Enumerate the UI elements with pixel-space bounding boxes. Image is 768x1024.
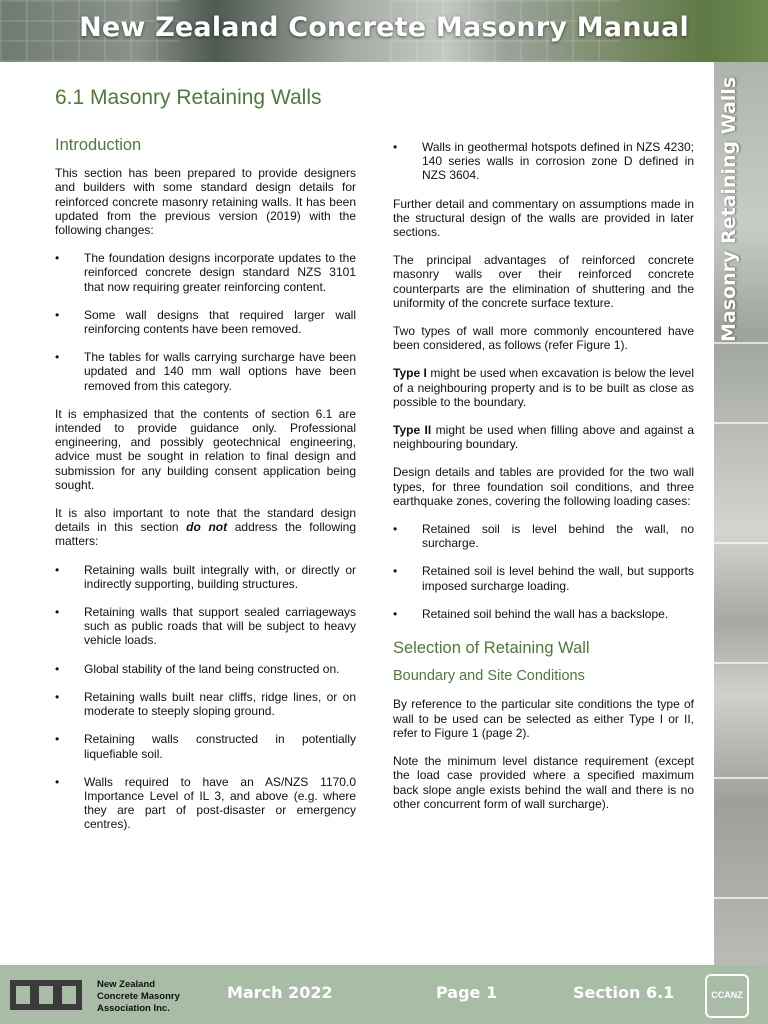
side-label: Masonry Retaining Walls bbox=[718, 76, 740, 342]
type-one-paragraph: Type I might be used when excavation is below the level of a neighbouring property and is to be built as close as possible to the boundary. bbox=[393, 366, 694, 409]
changes-list bbox=[55, 251, 356, 393]
list-item: • Global stability of the land being constructed on. bbox=[55, 661, 340, 676]
advantages-paragraph: The principal advantages of reinforced concrete masonry walls over their reinforced concrete counterparts are the elimination of shuttering and the uniformity of the concrete surface texture. bbox=[393, 253, 694, 310]
section-title: 6.1 Masonry Retaining Walls bbox=[55, 86, 322, 109]
ccanz-badge: CCANZ bbox=[705, 974, 749, 1018]
emphasis-paragraph: It is emphasized that the contents of section 6.1 are intended to provide guidance only. Professional engineering, and possibly geotechnical engineering, advice must be sought in relation to final design and submission for any building consent application being sought. bbox=[55, 406, 356, 492]
list-item: • Walls in geothermal hotspots defined in NZS 4230; 140 series walls in corrosion zone D defined in NZS 3604. bbox=[393, 140, 694, 183]
wall-types-paragraph: Two types of wall more commonly encountered have been considered, as follows (refer Figure 1). bbox=[393, 324, 694, 353]
important-paragraph: It is also important to note that the standard design details in this section do not address the following matters: bbox=[55, 506, 357, 549]
list-item: • Walls required to have an AS/NZS 1170.0 Importance Level of IL 3, and above (e.g. where they are part of post-disaster or emergency centres). bbox=[55, 774, 356, 832]
side-strip bbox=[714, 62, 768, 965]
footer-section: Section 6.1 bbox=[573, 983, 675, 1002]
loading-cases-list bbox=[393, 522, 694, 621]
list-item: • Retaining walls that support sealed carriageways such as public roads that will be subject to heavy vehicle loads. bbox=[55, 605, 356, 648]
right-column bbox=[393, 140, 694, 825]
footer-page: Page 1 bbox=[436, 983, 498, 1002]
left-column bbox=[55, 138, 356, 846]
list-item: • Some wall designs that required larger wall reinforcing contents have been removed. bbox=[55, 307, 356, 337]
list-item: • Retained soil is level behind the wall, no surcharge. bbox=[393, 522, 694, 551]
list-item: • Retaining walls built near cliffs, ridge lines, or on moderate to steeply sloping ground. bbox=[55, 689, 356, 719]
header-banner bbox=[0, 0, 768, 62]
matters-list-continued bbox=[393, 140, 694, 183]
list-item: • Retaining walls constructed in potentially liquefiable soil. bbox=[55, 732, 356, 761]
list-item: • Retained soil behind the wall has a backslope. bbox=[393, 606, 669, 621]
list-item: • The tables for walls carrying surcharge have been updated and 140 mm wall options have been removed from this category. bbox=[55, 350, 356, 393]
selection-heading: Selection of Retaining Wall bbox=[393, 639, 590, 658]
introduction-heading: Introduction bbox=[55, 136, 142, 154]
design-details-paragraph: Design details and tables are provided for the two wall types, for three foundation soil conditions, and three earthquake zones, covering the following loading cases: bbox=[393, 465, 694, 508]
list-item: • Retaining walls built integrally with, or directly or indirectly supporting, building structures. bbox=[55, 562, 356, 591]
manual-title: New Zealand Concrete Masonry Manual bbox=[79, 12, 689, 43]
intro-paragraph: This section has been prepared to provide designers and builders with some standard design details for reinforced concrete masonry retaining walls. It has been updated from the previous version (2019) with the following changes: bbox=[55, 166, 356, 238]
footer bbox=[0, 965, 768, 1024]
masonry-block-logo-icon bbox=[10, 980, 82, 1010]
note-paragraph: Note the minimum level distance requirement (except the load case provided where a specified maximum back slope angle exists behind the wall and there is no other concurrent form of wall surcharge). bbox=[393, 754, 694, 811]
footer-date: March 2022 bbox=[227, 983, 333, 1002]
association-name: New Zealand Concrete Masonry Association Inc. bbox=[97, 979, 180, 1014]
site-reference-paragraph: By reference to the particular site conditions the type of wall to be used can be selected as either Type I or II, refer to Figure 1 (page 2). bbox=[393, 697, 694, 740]
list-item: • The foundation designs incorporate updates to the reinforced concrete design standard NZS 3101 that now requiring greater reinforcing content. bbox=[55, 251, 356, 294]
boundary-heading: Boundary and Site Conditions bbox=[393, 668, 585, 685]
matters-list bbox=[55, 563, 356, 832]
type-two-paragraph: Type II might be used when filling above and against a neighbouring boundary. bbox=[393, 423, 695, 452]
list-item: • Retained soil is level behind the wall, but supports imposed surcharge loading. bbox=[393, 564, 694, 593]
further-detail-paragraph: Further detail and commentary on assumptions made in the structural design of the walls are provided in later sections. bbox=[393, 196, 694, 240]
